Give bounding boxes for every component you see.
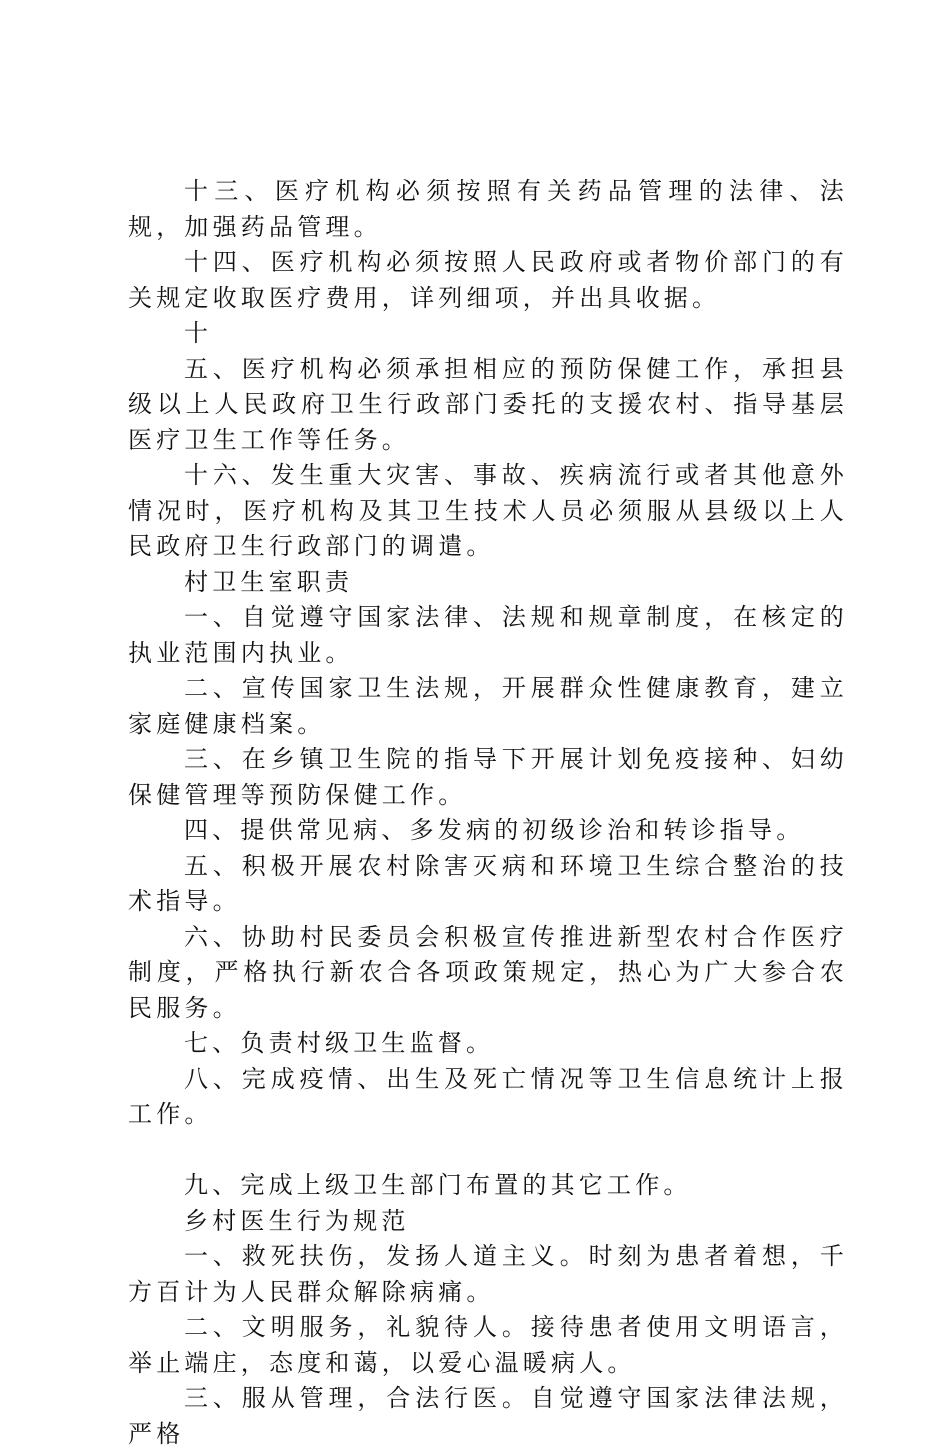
paragraph-duty-9: 九、完成上级卫生部门布置的其它工作。 [184, 1171, 692, 1199]
paragraph-duty-5: 五、积极开展农村除害灭病和环境卫生综合整治的技术指导。 [128, 851, 848, 915]
paragraph-duty-7: 七、负责村级卫生监督。 [184, 1029, 495, 1057]
paragraph-article-16: 十六、发生重大灾害、事故、疾病流行或者其他意外情况时，医疗机构及其卫生技术人员必须服从县级以上人民政府卫生行政部门的调遣。 [128, 461, 848, 560]
paragraph-article-14: 十四、医疗机构必须按照人民政府或者物价部门的有关规定收取医疗费用，详列细项，并出具收据。 [128, 248, 848, 312]
paragraph-spacer [128, 1133, 848, 1169]
paragraph-article-15-prefix: 十 [184, 319, 213, 347]
paragraph-conduct-1: 一、救死扶伤，发扬人道主义。时刻为患者着想，千方百计为人民群众解除病痛。 [128, 1242, 848, 1306]
paragraph-duty-8: 八、完成疫情、出生及死亡情况等卫生信息统计上报工作。 [128, 1064, 848, 1128]
paragraph-duty-1: 一、自觉遵守国家法律、法规和规章制度，在核定的执业范围内执业。 [128, 603, 848, 667]
paragraph-duty-2: 二、宣传国家卫生法规，开展群众性健康教育，建立家庭健康档案。 [128, 674, 848, 738]
paragraph-duty-3: 三、在乡镇卫生院的指导下开展计划免疫接种、妇幼保健管理等预防保健工作。 [128, 745, 848, 809]
section-heading-clinic-duties: 村卫生室职责 [184, 567, 354, 596]
paragraph-article-13: 十三、医疗机构必须按照有关药品管理的法律、法规，加强药品管理。 [128, 177, 848, 241]
paragraph-duty-6: 六、协助村民委员会积极宣传推进新型农村合作医疗制度，严格执行新农合各项政策规定，热心为广大参合农民服务。 [128, 922, 848, 1022]
paragraph-duty-4: 四、提供常见病、多发病的初级诊治和转诊指导。 [184, 816, 805, 844]
paragraph-article-15: 五、医疗机构必须承担相应的预防保健工作，承担县级以上人民政府卫生行政部门委托的支援农村、指导基层医疗卫生工作等任务。 [128, 354, 848, 454]
document-body [128, 174, 848, 1452]
paragraph-conduct-2: 二、文明服务，礼貌待人。接待患者使用文明语言，举止端庄，态度和蔼，以爱心温暖病人。 [128, 1313, 848, 1377]
paragraph-conduct-3: 三、服从管理，合法行医。自觉遵守国家法律法规，严格 [128, 1384, 848, 1448]
section-heading-doctor-conduct: 乡村医生行为规范 [184, 1206, 410, 1235]
